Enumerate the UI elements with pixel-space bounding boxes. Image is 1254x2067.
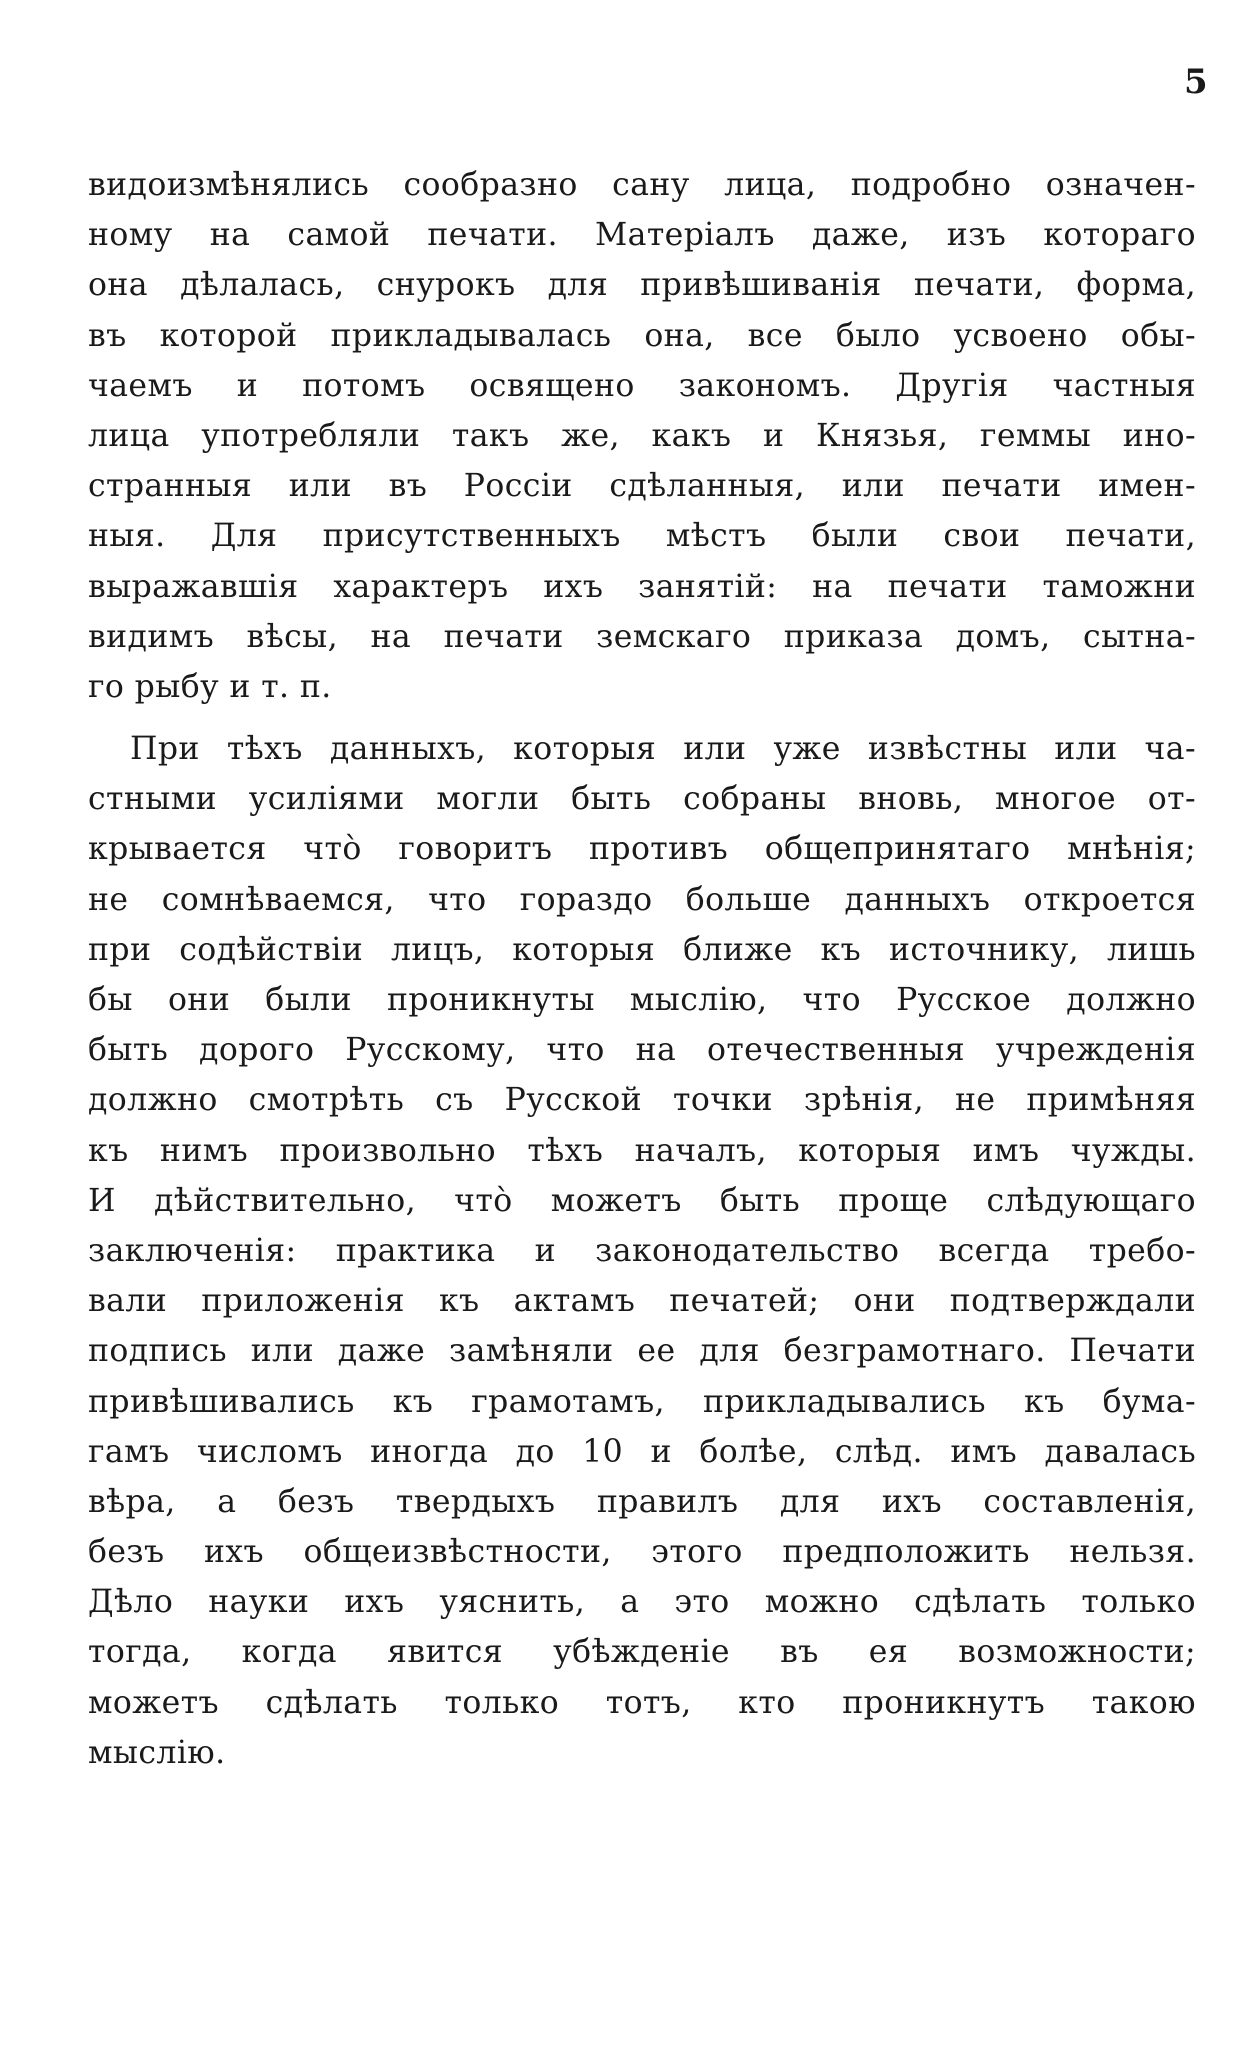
paragraph-1 (88, 160, 1196, 712)
text-line: видимъ вѣсы, на печати земскаго приказа домъ, сытна- (88, 618, 1196, 655)
paragraph-2 (88, 724, 1196, 1778)
paragraph-gap (88, 712, 1196, 724)
text-line: крывается что̀ говоритъ противъ общепринятаго мнѣнія; (88, 831, 1196, 868)
text-line: стными усиліями могли быть собраны вновь, многое от- (88, 781, 1196, 818)
text-line: мыслію. (88, 1734, 226, 1771)
text-line: видоизмѣнялись сообразно сану лица, подробно означен- (88, 167, 1196, 203)
text-line: къ нимъ произвольно тѣхъ началъ, которыя имъ чужды. (88, 1132, 1196, 1169)
text-line: Дѣло науки ихъ уяснить, а это можно сдѣлать только (88, 1584, 1196, 1621)
text-line: И дѣйствительно, что̀ можетъ быть проще слѣдующаго (88, 1182, 1196, 1219)
text-line: при содѣйствіи лицъ, которыя ближе къ источнику, лишь (88, 931, 1196, 968)
text-line: го рыбу и т. п. (88, 668, 332, 705)
text-line: странныя или въ Россіи сдѣланныя, или печати имен- (88, 468, 1196, 505)
text-line: въ которой прикладывалась она, все было усвоено обы- (88, 317, 1196, 354)
text-line: можетъ сдѣлать только тотъ, кто проникнутъ такою (88, 1684, 1196, 1721)
text-line: ныя. Для присутственныхъ мѣстъ были свои печати, (88, 518, 1196, 555)
text-line: подпись или даже замѣняли ее для безграмотнаго. Печати (88, 1333, 1196, 1370)
text-line: ному на самой печати. Матеріалъ даже, изъ котораго (88, 217, 1196, 254)
text-line: бы они были проникнуты мыслію, что Русское должно (88, 982, 1196, 1018)
text-line: заключенія: практика и законодательство всегда требо- (88, 1232, 1196, 1269)
page-number: 5 (1184, 62, 1208, 102)
text-line: должно смотрѣть съ Русской точки зрѣнія, не примѣняя (88, 1082, 1196, 1119)
text-line: лица употребляли такъ же, какъ и Князья, геммы ино- (88, 417, 1196, 454)
text-line: вали приложенія къ актамъ печатей; они подтверждали (88, 1283, 1196, 1320)
body-text (88, 160, 1196, 1778)
text-line: При тѣхъ данныхъ, которыя или уже извѣстны или ча- (130, 731, 1196, 768)
text-line: быть дорого Русскому, что на отечественныя учрежденія (88, 1032, 1196, 1069)
text-line: она дѣлалась, снурокъ для привѣшиванія печати, форма, (88, 267, 1196, 304)
text-line: безъ ихъ общеизвѣстности, этого предположить нельзя. (88, 1534, 1196, 1571)
text-line: не сомнѣваемся, что гораздо больше данныхъ откроется (88, 881, 1196, 918)
text-line: привѣшивались къ грамотамъ, прикладывались къ бума- (88, 1383, 1196, 1420)
text-line: чаемъ и потомъ освящено закономъ. Другія частныя (88, 367, 1196, 404)
text-line: вѣра, а безъ твердыхъ правилъ для ихъ составленія, (88, 1483, 1196, 1520)
text-line: тогда, когда явится убѣжденіе въ ея возможности; (88, 1634, 1196, 1671)
text-line: гамъ числомъ иногда до 10 и болѣе, слѣд. имъ давалась (88, 1433, 1196, 1470)
text-line: выражавшія характеръ ихъ занятій: на печати таможни (88, 568, 1196, 605)
